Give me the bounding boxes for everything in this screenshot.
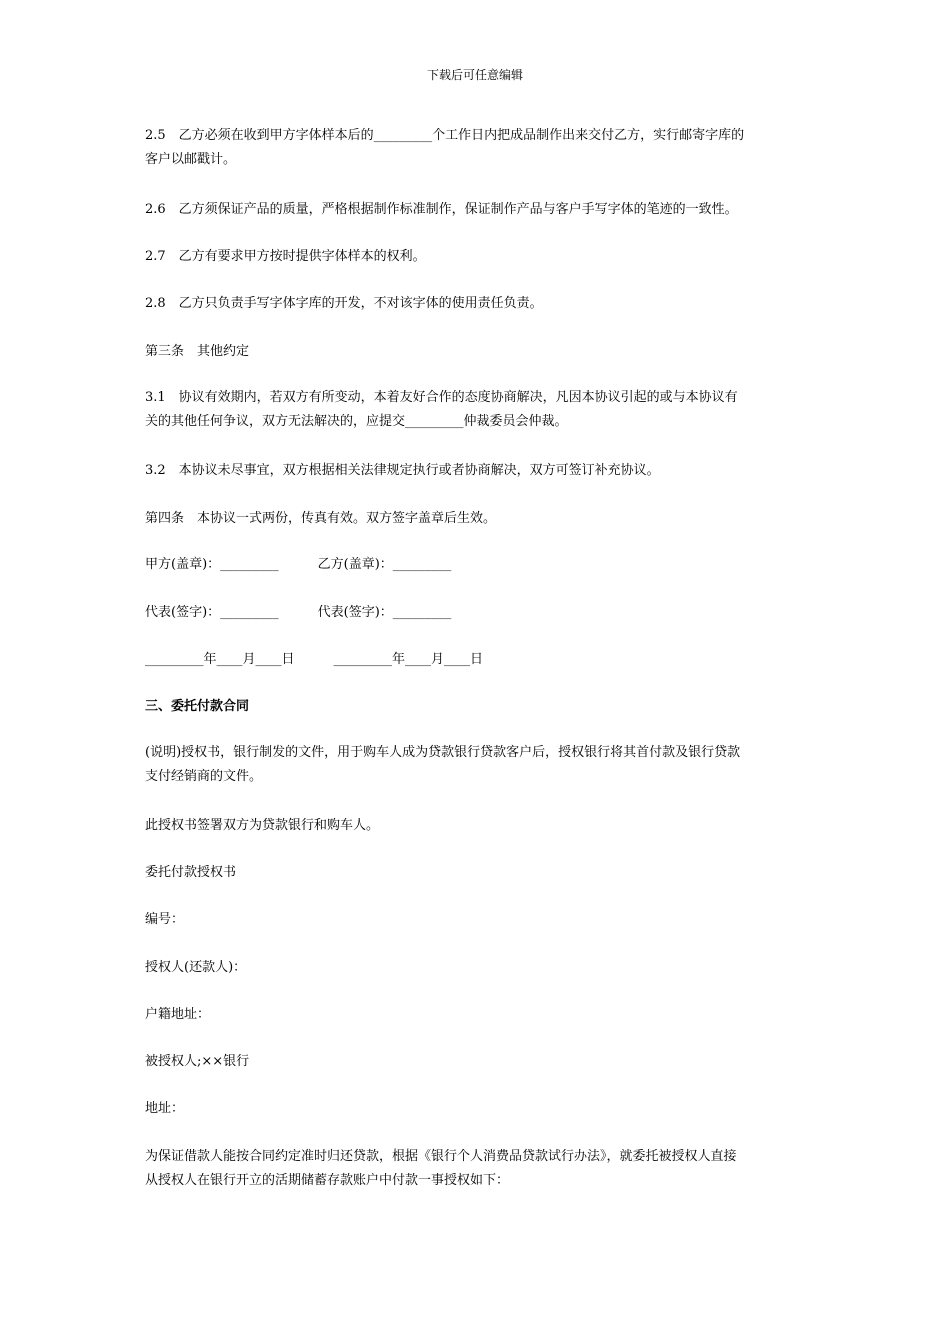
seal-line-text: 甲方(盖章)：_________ 乙方(盖章)：_________ xyxy=(145,557,452,572)
article-3-heading-text: 第三条 其他约定 xyxy=(145,344,250,359)
authorization-title xyxy=(145,861,810,885)
clause-2-7 xyxy=(145,245,810,269)
explanation-line1: (说明)授权书，银行制发的文件，用于购车人成为贷款银行贷款客户后，授权银行将其首付款及银行贷款 xyxy=(145,745,741,760)
clause-2-5 xyxy=(145,124,810,172)
explanation xyxy=(145,741,810,789)
section-3-heading xyxy=(145,695,810,719)
page-header: 下载后可任意编辑 xyxy=(426,68,523,82)
address-field-label: 地址： xyxy=(145,1101,185,1116)
clause-2-8 xyxy=(145,292,810,316)
clause-2-7-text: 2.7 乙方有要求甲方按时提供字体样本的权利。 xyxy=(145,249,426,264)
authorization-body-line1: 为保证借款人能按合同约定准时归还贷款，根据《银行个人消费品贷款试行办法》，就委托被授权人直接 xyxy=(145,1149,737,1164)
clause-3-2 xyxy=(145,459,810,483)
date-line-text: _________年____月____日 _________年____月____日 xyxy=(145,652,484,667)
address-field xyxy=(145,1097,810,1121)
clause-2-8-text: 2.8 乙方只负责手写字体字库的开发，不对该字体的使用责任负责。 xyxy=(145,296,543,311)
article-3-heading xyxy=(145,340,810,364)
clause-3-1-line1: 3.1 协议有效期内，若双方有所变动，本着友好合作的态度协商解决，凡因本协议引起的或与本协议有 xyxy=(145,390,738,405)
authorizer-field-label: 授权人(还款人)： xyxy=(145,960,247,975)
explanation-line2: 支付经销商的文件。 xyxy=(145,769,263,784)
article-4 xyxy=(145,507,810,531)
signature-line xyxy=(145,601,810,625)
authorized-party-field-label: 被授权人;××银行 xyxy=(145,1054,250,1069)
household-address-field xyxy=(145,1003,810,1027)
clause-2-6-text: 2.6 乙方须保证产品的质量，严格根据制作标准制作，保证制作产品与客户手写字体的笔迹的一致性。 xyxy=(145,202,738,217)
clause-2-6 xyxy=(145,198,810,222)
signatories-note-text: 此授权书签署双方为贷款银行和购车人。 xyxy=(145,818,380,833)
authorized-party-field xyxy=(145,1050,810,1074)
clause-3-1-line2: 关的其他任何争议，双方无法解决的，应提交_________仲裁委员会仲裁。 xyxy=(145,414,568,429)
seal-line xyxy=(145,553,810,577)
date-line xyxy=(145,648,810,672)
household-address-field-label: 户籍地址： xyxy=(145,1007,211,1022)
authorizer-field xyxy=(145,956,810,980)
number-field-label: 编号： xyxy=(145,912,185,927)
section-3-heading-text: 三、委托付款合同 xyxy=(145,699,250,714)
authorization-title-text: 委托付款授权书 xyxy=(145,865,237,880)
authorization-body xyxy=(145,1145,810,1193)
signature-line-text: 代表(签字)：_________ 代表(签字)：_________ xyxy=(145,605,452,620)
clause-2-5-line2: 客户以邮戳计。 xyxy=(145,152,237,167)
clause-2-5-line1: 2.5 乙方必须在收到甲方字体样本后的_________个工作日内把成品制作出来交付乙方，实行邮寄字库的 xyxy=(145,128,745,143)
clause-3-1 xyxy=(145,386,810,434)
authorization-body-line2: 从授权人在银行开立的活期储蓄存款账户中付款一事授权如下： xyxy=(145,1173,510,1188)
clause-3-2-text: 3.2 本协议未尽事宜，双方根据相关法律规定执行或者协商解决，双方可签订补充协议。 xyxy=(145,463,660,478)
number-field xyxy=(145,908,810,932)
article-4-text: 第四条 本协议一式两份，传真有效。双方签字盖章后生效。 xyxy=(145,511,497,526)
signatories-note xyxy=(145,814,810,838)
